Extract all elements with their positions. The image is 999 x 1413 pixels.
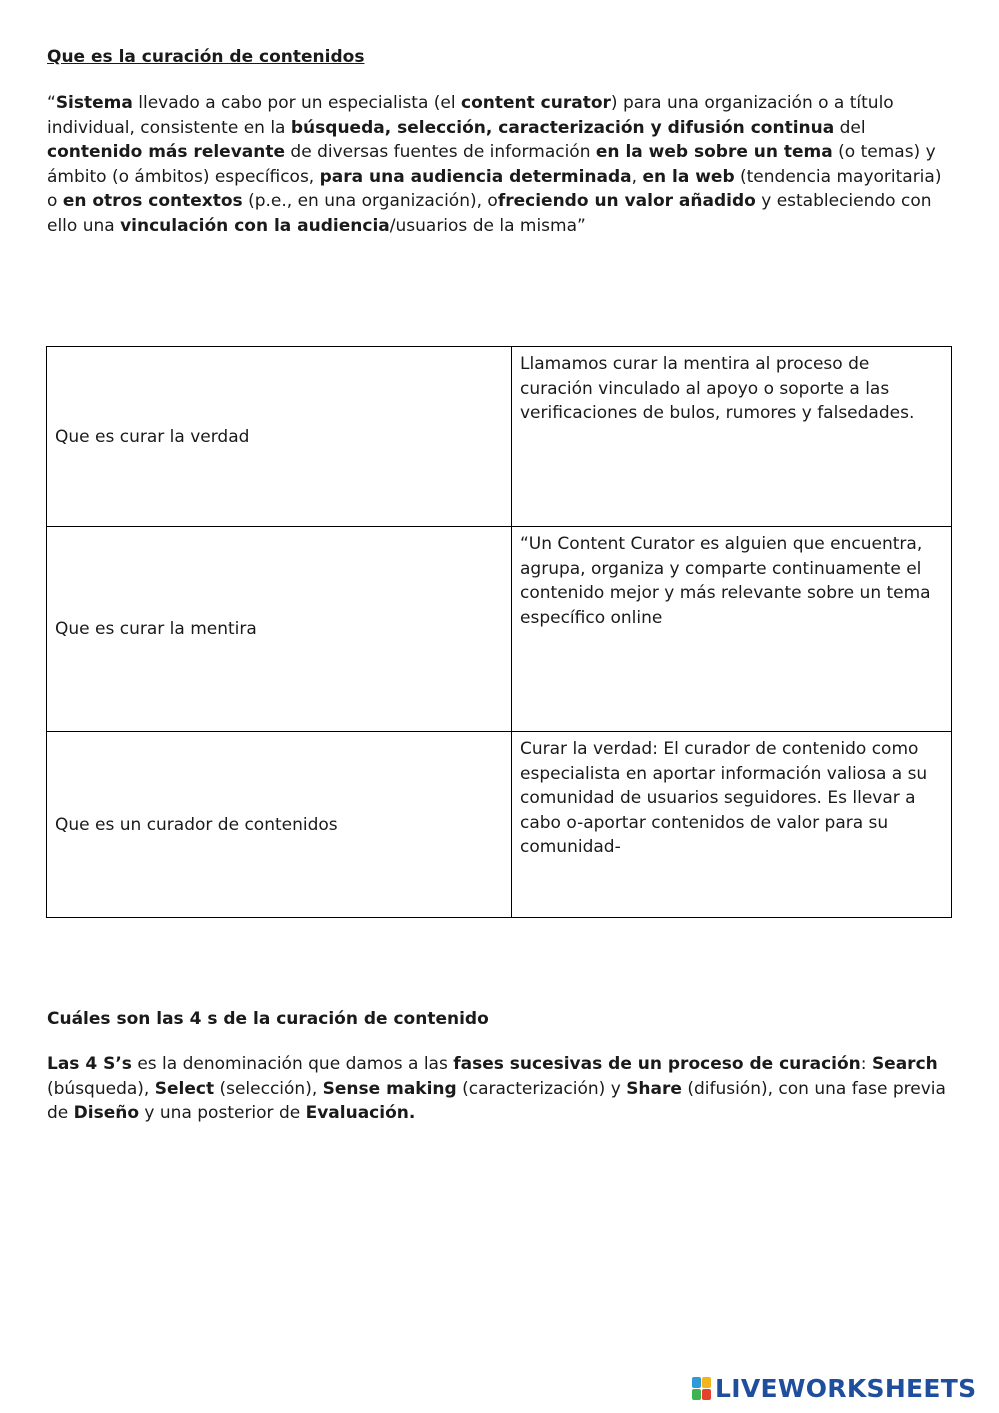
section-heading-4s: Cuáles son las 4 s de la curación de contenido <box>47 1009 489 1029</box>
text-run: búsqueda, selección, caracterización y difusión continua <box>290 117 835 138</box>
text-run: para una audiencia determinada <box>319 166 632 187</box>
question-cell: Que es un curador de contenidos <box>47 732 512 918</box>
text-run: Sense making <box>322 1078 457 1099</box>
text-run: (búsqueda), <box>47 1078 155 1099</box>
text-run: : <box>860 1054 872 1074</box>
text-run: /usuarios de la misma” <box>389 215 586 236</box>
text-run: “ <box>47 93 56 113</box>
qa-table <box>46 346 952 918</box>
table-row <box>47 732 952 918</box>
text-run: Las 4 S’s <box>47 1054 132 1074</box>
text-run: Search <box>871 1054 938 1074</box>
text-run: y una posterior de <box>139 1103 306 1124</box>
text-run: en otros contextos <box>62 191 243 212</box>
answer-cell: “Un Content Curator es alguien que encuentra, agrupa, organiza y comparte continuamente el contenido mejor y más relevante sobre un tema específico online <box>512 527 952 732</box>
text-run: (difusión), con una fase previa de <box>47 1078 946 1124</box>
text-run: (tendencia mayoritaria) o <box>47 166 942 212</box>
text-run: (caracterización) y <box>456 1078 627 1099</box>
text-run: y estableciendo con ello una <box>47 191 932 236</box>
text-run: en la web <box>642 166 735 187</box>
text-run: en la web sobre un tema <box>595 142 833 163</box>
liveworksheets-logo <box>692 1374 976 1403</box>
text-run: (p.e., en una organización), o <box>242 191 498 212</box>
text-run: Select <box>154 1078 215 1099</box>
text-run: ) para una organización o a título individual, consistente en la <box>47 93 894 138</box>
four-s-paragraph <box>47 1052 952 1126</box>
text-run: llevado a cabo por un especialista (el <box>132 93 462 113</box>
text-run: del <box>834 117 866 138</box>
text-run: content curator <box>461 93 611 113</box>
text-run: contenido más relevante <box>47 142 286 163</box>
text-run: Diseño <box>73 1103 140 1124</box>
text-run: fases sucesivas de un proceso de curación <box>453 1054 861 1074</box>
question-cell: Que es curar la mentira <box>47 527 512 732</box>
text-run: (o temas) y ámbito (o ámbitos) específicos, <box>47 142 936 187</box>
table-row <box>47 347 952 527</box>
text-run: freciendo un valor añadido <box>497 191 756 212</box>
text-run: Evaluación. <box>305 1103 416 1124</box>
text-run: Sistema <box>55 93 133 113</box>
definition-paragraph <box>47 91 952 239</box>
text-run: , <box>631 166 643 187</box>
table-row <box>47 527 952 732</box>
text-run: de diversas fuentes de información <box>285 142 596 163</box>
liveworksheets-logo-text: LIVEWORKSHEETS <box>715 1374 977 1403</box>
text-run: (selección), <box>214 1078 323 1099</box>
liveworksheets-logo-icon <box>692 1377 712 1401</box>
answer-cell: Curar la verdad: El curador de contenido como especialista en aportar información valiosa a su comunidad de usuarios seguidores. Es llevar a cabo o-aportar contenidos de valor para su comunidad- <box>512 732 952 918</box>
text-run: es la denominación que damos a las <box>131 1054 454 1074</box>
text-run: vinculación con la audiencia <box>120 215 390 236</box>
question-cell: Que es curar la verdad <box>47 347 512 527</box>
answer-cell: Llamamos curar la mentira al proceso de curación vinculado al apoyo o soporte a las verificaciones de bulos, rumores y falsedades. <box>512 347 952 527</box>
section-heading-curacion: Que es la curación de contenidos <box>47 47 365 67</box>
text-run: Share <box>626 1078 682 1099</box>
